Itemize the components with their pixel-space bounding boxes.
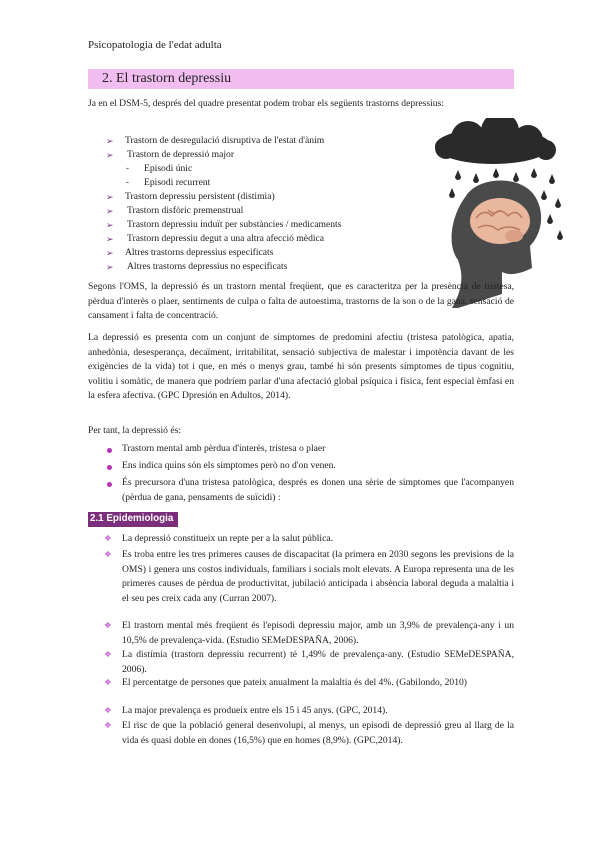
list-item: Trastorn depressiu induït per substàncies / medicaments <box>127 219 342 230</box>
brain-icon <box>470 198 530 244</box>
list-item: Episodi recurrent <box>144 177 211 188</box>
list-item: Altres trastorns depressius especificats <box>125 247 274 258</box>
diamond-bullet-icon: ❖ <box>104 620 112 630</box>
diamond-bullet-icon: ❖ <box>104 549 112 559</box>
list-item: La depressió constitueix un repte per a la salut pública. <box>122 533 333 544</box>
list-item: Ens indica quins són els símptomes però no d'on venen. <box>122 460 336 471</box>
arrow-bullet-icon: ➢ <box>106 234 114 244</box>
list-item: Trastorn disfòric premenstrual <box>127 205 244 216</box>
subsection-title: 2.1 Epidemiologia <box>90 513 174 524</box>
arrow-bullet-icon: ➢ <box>106 136 114 146</box>
page-header: Psicopatologia de l'edat adulta <box>88 39 222 51</box>
arrow-bullet-icon: ➢ <box>106 248 114 258</box>
diamond-bullet-icon: ❖ <box>104 649 112 659</box>
diamond-bullet-icon: ❖ <box>104 533 112 543</box>
arrow-bullet-icon: ➢ <box>106 192 114 202</box>
section-heading <box>88 69 514 89</box>
oms-paragraph: Segons l'OMS, la depressió és un trastorn mental freqüent, que es caracteritza per la presència de tristesa, pèrdua d'interès o plaer, sentiments de culpa o falta de autoestima, trastorns de la son o de la gana, sensació de cansament i falta de concentració. <box>88 281 514 321</box>
symptoms-paragraph: La depressió es presenta com un conjunt de símptomes de predomini afectiu (tristesa patològica, apatia, anhedònia, desesperança, decaïment, irritabilitat, sensació subjectiva de malestar i impotència davant de les exigències de la vida) tot i que, en més o menys grau, també hi són presents símptomes de tipus cognitiu, volitiu i somàtic, de manera que podríem parlar d'una afectació global psíquica i física, fent especial èmfasi en la esfera afectiva. (GPC Dpresión en Adultos, 2014). <box>88 332 514 401</box>
rain-cloud-icon <box>435 118 556 164</box>
list-item: Episodi únic <box>144 163 193 174</box>
intro-paragraph: Ja en el DSM-5, després del quadre presentat podem trobar els següents trastorns depressius: <box>88 98 444 109</box>
list-item: El percentatge de persones que pateix anualment la malaltia és del 4%. (Gabilondo, 2010) <box>122 677 467 688</box>
list-item: La distímia (trastorn depressiu recurrent) té 1,49% de prevalença-any. (Estudio SEMeDESPAÑA, 2006). <box>122 649 514 675</box>
list-item: El trastorn mental més freqüent és l'episodi depressiu major, amb un 3,9% de prevalença-any i un 10,5% de prevalença-vida. (Estudio SEMeDESPAÑA, 2006). <box>122 620 514 646</box>
list-item: Trastorn de desregulació disruptiva de l'estat d'ànim <box>125 135 325 146</box>
diamond-bullet-icon: ❖ <box>104 720 112 730</box>
list-item: Altres trastorns depressius no especificats <box>127 261 288 272</box>
list-item: La major prevalença es produeix entre els 15 i 45 anys. (GPC, 2014). <box>122 705 388 716</box>
diamond-bullet-icon: ❖ <box>104 705 112 715</box>
arrow-bullet-icon: ➢ <box>106 150 114 160</box>
list-item: És precursora d'una tristesa patològica, després es donen una sèrie de símptomes que l'acompanyen (pèrdua de gana, pensaments de suïcidi) : <box>122 477 514 503</box>
list-item: Trastorn de depressió major <box>127 149 235 160</box>
dash-bullet-icon: - <box>126 163 129 173</box>
list-item: Trastorn mental amb pèrdua d'interès, tristesa o plaer <box>122 443 326 454</box>
section-title: 2. El trastorn depressiu <box>102 71 232 86</box>
diamond-bullet-icon: ❖ <box>104 677 112 687</box>
dot-bullet-icon <box>107 465 112 470</box>
therefore-line: Per tant, la depressió és: <box>88 425 181 436</box>
dash-bullet-icon: - <box>126 177 129 187</box>
list-item: Es troba entre les tres primeres causes de discapacitat (la primera en 2030 segons les previsions de la OMS) i genera uns costos individuals, familiars i socials molt elevats. A Europa representa una de les primeres causes de pèrdua de productivitat, jubilació anticipada i absència laboral deguda a malaltia i el seu pes creix cada any (Curran 2007). <box>122 549 514 604</box>
list-item: Trastorn depressiu degut a una altra afecció mèdica <box>127 233 325 244</box>
list-item: Trastorn depressiu persistent (distimia) <box>125 191 275 202</box>
list-item: El risc de que la població general desenvolupi, al menys, un episodi de depressió greu al llarg de la vida és quasi doble en dones (16,5%) que en homes (8,9%). (GPC,2014). <box>122 720 514 746</box>
arrow-bullet-icon: ➢ <box>106 220 114 230</box>
arrow-bullet-icon: ➢ <box>106 262 114 272</box>
dot-bullet-icon <box>107 482 112 487</box>
arrow-bullet-icon: ➢ <box>106 206 114 216</box>
dot-bullet-icon <box>107 448 112 453</box>
subsection-heading <box>88 512 178 527</box>
